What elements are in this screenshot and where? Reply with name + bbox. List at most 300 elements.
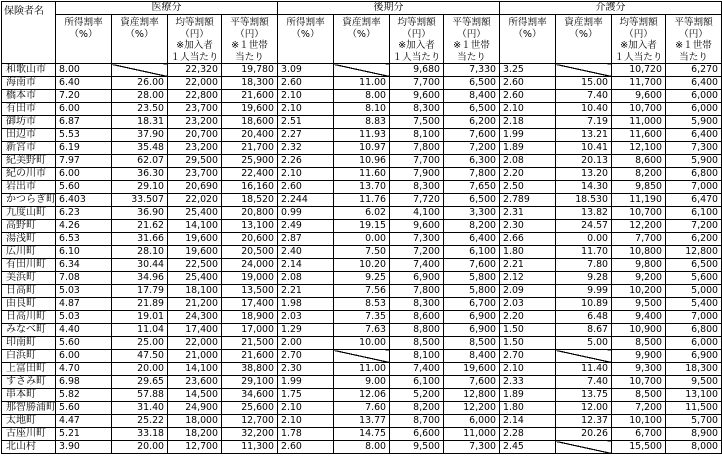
late-elderly-per-capita-cell: 8,100 [390,129,444,142]
care-per-household-cell: 12,800 [666,246,722,259]
care-per-capita-cell: 8,600 [612,155,666,168]
late-elderly-asset-rate-cell: 11.00 [334,77,390,90]
late-elderly-income-rate-cell: 2.60 [278,441,334,454]
care-income-rate-cell: 2.33 [500,376,556,389]
late-elderly-per-household-cell: 7,650 [444,181,500,194]
insurer-name-cell: 御坊市 [2,116,56,129]
care-per-capita-header: 均等割額 （円） ※加入者 １人当たり [612,15,666,64]
care-income-rate-cell: 2.20 [500,168,556,181]
medical-per-household-cell: 21,600 [222,90,278,103]
table-row [2,181,722,194]
late-elderly-per-capita-cell: 7,800 [390,285,444,298]
care-income-rate-cell: 2.18 [500,116,556,129]
late-elderly-asset-rate-cell: 7.35 [334,311,390,324]
medical-income-rate-cell: 6.53 [56,233,112,246]
late-elderly-per-household-cell: 6,400 [444,233,500,246]
care-per-household-cell: 6,000 [666,90,722,103]
late-elderly-asset-rate-header: 資産割率 （%） [334,15,390,64]
late-elderly-asset-rate-cell: 10.97 [334,142,390,155]
care-per-household-cell: 6,900 [666,350,722,363]
care-per-household-header: 平等割額 （円） ※１世帯 当たり [666,15,722,64]
care-per-capita-cell: 9,200 [612,272,666,285]
medical-per-capita-cell: 23,200 [168,116,222,129]
late-elderly-per-capita-cell: 7,900 [390,168,444,181]
table-row [2,77,722,90]
insurer-name-cell: 橋本市 [2,90,56,103]
medical-income-rate-cell: 6.00 [56,350,112,363]
care-income-rate-cell: 2.60 [500,90,556,103]
care-per-household-cell: 7,300 [666,142,722,155]
care-per-capita-cell: 11,190 [612,194,666,207]
insurer-name-cell: 上富田町 [2,363,56,376]
insurer-name-cell: 白浜町 [2,350,56,363]
medical-per-capita-cell: 25,400 [168,272,222,285]
late-elderly-per-capita-cell: 7,500 [390,116,444,129]
care-income-rate-cell: 2.28 [500,428,556,441]
insurer-name-cell: 太地町 [2,415,56,428]
table-row [2,415,722,428]
care-income-rate-cell: 1.80 [500,246,556,259]
care-asset-rate-cell: 15.00 [556,77,612,90]
insurer-name-header: 保険者名 [2,2,56,64]
late-elderly-per-household-cell: 5,800 [444,285,500,298]
late-elderly-income-rate-cell: 2.10 [278,415,334,428]
late-elderly-per-capita-cell: 7,200 [390,246,444,259]
medical-per-household-cell: 13,100 [222,220,278,233]
care-income-rate-cell: 2.14 [500,415,556,428]
medical-asset-rate-header: 資産割率 （%） [112,15,168,64]
medical-income-rate-cell: 4.70 [56,363,112,376]
care-per-household-cell: 6,800 [666,168,722,181]
medical-asset-rate-cell: 62.07 [112,155,168,168]
medical-asset-rate-cell: 26.00 [112,77,168,90]
late-elderly-per-household-cell: 6,900 [444,324,500,337]
medical-income-rate-cell: 6.87 [56,116,112,129]
medical-per-capita-cell: 19,600 [168,246,222,259]
table-row [2,142,722,155]
late-elderly-income-rate-cell: 2.40 [278,246,334,259]
late-elderly-per-capita-cell: 9,600 [390,220,444,233]
care-asset-rate-cell: 11.40 [556,363,612,376]
medical-per-household-cell: 19,780 [222,64,278,77]
late-elderly-per-capita-cell: 8,300 [390,103,444,116]
late-elderly-per-capita-cell: 7,400 [390,363,444,376]
medical-per-household-cell: 25,900 [222,155,278,168]
insurer-name-cell: 岩出市 [2,181,56,194]
medical-asset-rate-cell: 29.65 [112,376,168,389]
medical-asset-rate-cell: 18.31 [112,116,168,129]
care-per-capita-cell: 15,500 [612,441,666,454]
care-per-capita-cell: 8,500 [612,337,666,350]
medical-per-household-cell: 38,800 [222,363,278,376]
care-per-capita-cell: 6,700 [612,428,666,441]
care-income-rate-cell: 2.66 [500,233,556,246]
insurer-name-cell: 広川町 [2,246,56,259]
care-per-household-cell: 6,000 [666,337,722,350]
medical-income-rate-cell: 6.40 [56,77,112,90]
care-per-household-cell: 6,100 [666,207,722,220]
care-income-rate-cell: 3.25 [500,64,556,77]
medical-per-capita-cell: 21,200 [168,298,222,311]
care-per-household-cell: 5,000 [666,285,722,298]
table-row [2,350,722,363]
care-income-rate-cell: 2.03 [500,298,556,311]
medical-per-household-cell: 34,600 [222,389,278,402]
medical-asset-rate-cell: 17.79 [112,285,168,298]
care-asset-rate-cell: 18.530 [556,194,612,207]
medical-income-rate-cell: 4.87 [56,298,112,311]
late-elderly-per-household-cell: 6,900 [444,311,500,324]
table-row [2,428,722,441]
table-body [2,64,722,454]
medical-per-capita-cell: 14,500 [168,389,222,402]
medical-income-rate-cell: 5.53 [56,129,112,142]
medical-per-household-cell: 21,700 [222,142,278,155]
late-elderly-per-capita-cell: 5,200 [390,389,444,402]
care-group-header: 介護分 [500,2,722,15]
care-income-rate-cell: 2.20 [500,311,556,324]
late-elderly-per-household-cell: 12,800 [444,389,500,402]
care-per-capita-cell: 10,800 [612,246,666,259]
care-per-capita-cell: 9,300 [612,363,666,376]
late-elderly-per-capita-cell: 6,100 [390,376,444,389]
medical-income-rate-cell: 7.20 [56,90,112,103]
late-elderly-per-capita-header: 均等割額 （円） ※加入者 １人当たり [390,15,444,64]
medical-asset-rate-cell: 21.89 [112,298,168,311]
care-asset-rate-cell: 7.19 [556,116,612,129]
care-income-rate-cell: 2.60 [500,77,556,90]
care-income-rate-cell: 1.80 [500,402,556,415]
care-per-household-cell: 7,200 [666,220,722,233]
late-elderly-per-capita-cell: 8,100 [390,350,444,363]
table-header [2,2,722,64]
late-elderly-per-household-cell: 8,500 [444,337,500,350]
care-per-capita-cell: 8,200 [612,168,666,181]
care-per-capita-cell: 9,800 [612,259,666,272]
late-elderly-asset-rate-cell: 8.53 [334,298,390,311]
medical-per-household-cell: 22,400 [222,168,278,181]
care-asset-rate-cell: 14.30 [556,181,612,194]
late-elderly-per-household-cell: 7,200 [444,142,500,155]
medical-asset-rate-cell: 31.40 [112,402,168,415]
care-per-capita-cell: 10,720 [612,64,666,77]
late-elderly-asset-rate-cell: 10.00 [334,337,390,350]
late-elderly-per-household-cell: 5,800 [444,272,500,285]
late-elderly-asset-rate-cell: 10.20 [334,259,390,272]
late-elderly-income-rate-cell: 2.08 [278,272,334,285]
late-elderly-per-household-cell: 8,400 [444,90,500,103]
care-per-capita-cell: 10,200 [612,285,666,298]
table-row [2,116,722,129]
medical-per-capita-cell: 23,600 [168,376,222,389]
late-elderly-per-capita-cell: 8,700 [390,415,444,428]
medical-per-household-cell: 29,100 [222,376,278,389]
care-asset-rate-cell: 10.40 [556,103,612,116]
table-row [2,363,722,376]
care-per-household-cell: 7,000 [666,181,722,194]
late-elderly-asset-rate-cell: 8.00 [334,90,390,103]
medical-per-capita-cell: 18,100 [168,285,222,298]
late-elderly-income-rate-cell: 2.60 [278,181,334,194]
late-elderly-per-capita-cell: 7,300 [390,233,444,246]
care-per-capita-cell: 7,200 [612,402,666,415]
care-income-rate-cell: 2.789 [500,194,556,207]
care-asset-rate-cell: 13.20 [556,168,612,181]
table-row [2,402,722,415]
medical-per-household-cell: 20,800 [222,207,278,220]
late-elderly-per-household-cell: 6,500 [444,103,500,116]
medical-income-rate-cell: 6.10 [56,246,112,259]
care-per-household-cell: 7,000 [666,311,722,324]
care-asset-rate-cell: 7.40 [556,90,612,103]
medical-income-rate-cell: 5.60 [56,181,112,194]
table-row [2,298,722,311]
late-elderly-per-household-header: 平等割額 （円） ※１世帯 当たり [444,15,500,64]
care-per-household-cell: 8,900 [666,428,722,441]
medical-income-rate-cell: 6.403 [56,194,112,207]
care-asset-rate-cell: 8.67 [556,324,612,337]
table-row [2,324,722,337]
care-income-rate-cell: 2.21 [500,259,556,272]
medical-per-household-cell: 11,300 [222,441,278,454]
medical-income-rate-cell: 4.26 [56,220,112,233]
insurer-name-cell: かつらぎ町 [2,194,56,207]
care-income-rate-cell: 2.12 [500,272,556,285]
medical-empty-cell [112,64,168,77]
medical-per-household-cell: 19,000 [222,272,278,285]
late-elderly-income-rate-cell: 2.10 [278,103,334,116]
care-per-household-cell: 11,500 [666,402,722,415]
care-asset-rate-cell: 11.70 [556,246,612,259]
late-elderly-group-header: 後期分 [278,2,500,15]
late-elderly-income-rate-cell: 2.27 [278,129,334,142]
care-income-rate-cell: 2.08 [500,155,556,168]
medical-asset-rate-cell: 36.30 [112,168,168,181]
insurer-name-cell: 那智勝浦町 [2,402,56,415]
medical-asset-rate-cell: 25.22 [112,415,168,428]
insurer-name-cell: 紀の川市 [2,168,56,181]
late-elderly-asset-rate-cell: 7.56 [334,285,390,298]
insurer-name-cell: 紀美野町 [2,155,56,168]
care-per-household-cell: 5,700 [666,415,722,428]
care-income-rate-cell: 1.89 [500,389,556,402]
medical-asset-rate-cell: 30.44 [112,259,168,272]
late-elderly-per-capita-cell: 7,700 [390,155,444,168]
medical-per-household-cell: 20,400 [222,129,278,142]
late-elderly-per-capita-cell: 7,700 [390,77,444,90]
late-elderly-asset-rate-cell: 13.70 [334,181,390,194]
medical-per-household-header: 平等割額 （円） ※１世帯 当たり [222,15,278,64]
care-per-capita-cell: 7,700 [612,233,666,246]
late-elderly-per-household-cell: 6,100 [444,246,500,259]
care-income-rate-cell: 2.70 [500,350,556,363]
table-row [2,311,722,324]
care-per-household-cell: 6,200 [666,233,722,246]
late-elderly-per-capita-cell: 6,900 [390,272,444,285]
late-elderly-income-rate-cell: 2.10 [278,90,334,103]
table-row [2,103,722,116]
late-elderly-income-rate-cell: 2.10 [278,168,334,181]
medical-asset-rate-cell: 20.00 [112,363,168,376]
late-elderly-per-household-cell: 6,700 [444,298,500,311]
medical-asset-rate-cell: 28.00 [112,90,168,103]
late-elderly-per-household-cell: 6,500 [444,77,500,90]
late-elderly-per-household-cell: 7,600 [444,259,500,272]
table-row [2,285,722,298]
care-per-capita-cell: 9,900 [612,350,666,363]
late-elderly-per-capita-cell: 8,200 [390,402,444,415]
late-elderly-income-rate-cell: 3.09 [278,64,334,77]
insurer-name-cell: 九度山町 [2,207,56,220]
care-per-household-cell: 9,500 [666,376,722,389]
medical-income-rate-cell: 5.03 [56,311,112,324]
medical-per-capita-cell: 20,700 [168,129,222,142]
care-per-household-cell: 6,470 [666,194,722,207]
care-asset-rate-cell: 0.00 [556,233,612,246]
medical-per-capita-cell: 20,690 [168,181,222,194]
medical-asset-rate-cell: 20.00 [112,441,168,454]
insurer-name-cell: 日高町 [2,285,56,298]
late-elderly-empty-cell [334,350,390,363]
table-row [2,389,722,402]
medical-per-capita-cell: 25,400 [168,207,222,220]
care-per-capita-cell: 9,500 [612,298,666,311]
care-empty-cell [556,441,612,454]
late-elderly-income-rate-cell: 0.99 [278,207,334,220]
medical-asset-rate-cell: 11.04 [112,324,168,337]
medical-asset-rate-cell: 29.10 [112,181,168,194]
medical-income-rate-cell: 7.08 [56,272,112,285]
medical-per-household-cell: 24,000 [222,259,278,272]
care-asset-rate-cell: 13.82 [556,207,612,220]
late-elderly-per-household-cell: 8,200 [444,220,500,233]
late-elderly-asset-rate-cell: 7.50 [334,246,390,259]
medical-asset-rate-cell: 21.62 [112,220,168,233]
medical-income-rate-cell: 5.60 [56,402,112,415]
care-per-capita-cell: 10,700 [612,207,666,220]
late-elderly-per-household-cell: 19,600 [444,363,500,376]
care-asset-rate-cell: 7.40 [556,376,612,389]
care-income-rate-cell: 1.50 [500,324,556,337]
medical-income-rate-cell: 5.03 [56,285,112,298]
medical-asset-rate-cell: 34.96 [112,272,168,285]
late-elderly-per-household-cell: 7,800 [444,168,500,181]
late-elderly-empty-cell [334,64,390,77]
medical-per-household-cell: 20,600 [222,233,278,246]
late-elderly-per-capita-cell: 6,600 [390,428,444,441]
care-income-rate-cell: 2.50 [500,181,556,194]
care-asset-rate-cell: 13.21 [556,129,612,142]
medical-asset-rate-cell: 33.507 [112,194,168,207]
late-elderly-per-household-cell: 3,300 [444,207,500,220]
insurer-name-cell: 有田市 [2,103,56,116]
table-row [2,155,722,168]
late-elderly-asset-rate-cell: 9.00 [334,376,390,389]
medical-per-capita-cell: 14,100 [168,363,222,376]
medical-income-rate-cell: 6.19 [56,142,112,155]
late-elderly-asset-rate-cell: 12.06 [334,389,390,402]
late-elderly-income-rate-cell: 2.03 [278,311,334,324]
late-elderly-asset-rate-cell: 7.60 [334,402,390,415]
insurer-name-cell: 田辺市 [2,129,56,142]
care-income-rate-cell: 1.99 [500,129,556,142]
late-elderly-asset-rate-cell: 8.10 [334,103,390,116]
care-per-household-cell: 5,400 [666,298,722,311]
medical-per-household-cell: 17,400 [222,298,278,311]
care-asset-rate-cell: 5.00 [556,337,612,350]
late-elderly-asset-rate-cell: 11.60 [334,168,390,181]
care-income-rate-cell: 1.89 [500,142,556,155]
care-empty-cell [556,64,612,77]
late-elderly-per-capita-cell: 9,600 [390,90,444,103]
table-row [2,376,722,389]
care-income-rate-cell: 2.10 [500,363,556,376]
late-elderly-per-capita-cell: 8,300 [390,298,444,311]
late-elderly-asset-rate-cell: 14.75 [334,428,390,441]
medical-income-rate-cell: 6.98 [56,376,112,389]
late-elderly-income-rate-header: 所得割率 （%） [278,15,334,64]
care-asset-rate-cell: 13.75 [556,389,612,402]
late-elderly-per-household-cell: 7,600 [444,376,500,389]
late-elderly-asset-rate-cell: 11.93 [334,129,390,142]
medical-asset-rate-cell: 36.90 [112,207,168,220]
table-row [2,246,722,259]
late-elderly-per-household-cell: 8,400 [444,350,500,363]
insurer-name-cell: みなべ町 [2,324,56,337]
late-elderly-per-household-cell: 7,300 [444,441,500,454]
insurer-name-cell: 新宮市 [2,142,56,155]
medical-per-capita-cell: 22,020 [168,194,222,207]
table-row [2,129,722,142]
care-per-household-cell: 6,400 [666,77,722,90]
sub-header-row [2,15,722,64]
care-per-capita-cell: 10,700 [612,376,666,389]
care-income-rate-cell: 2.31 [500,207,556,220]
insurer-name-cell: 美浜町 [2,272,56,285]
tax-rate-table [1,1,722,454]
late-elderly-income-rate-cell: 2.14 [278,259,334,272]
medical-per-household-cell: 18,900 [222,311,278,324]
medical-asset-rate-cell: 19.01 [112,311,168,324]
insurer-name-cell: 由良町 [2,298,56,311]
late-elderly-asset-rate-cell: 0.00 [334,233,390,246]
late-elderly-asset-rate-cell: 7.63 [334,324,390,337]
late-elderly-income-rate-cell: 1.29 [278,324,334,337]
late-elderly-income-rate-cell: 2.00 [278,337,334,350]
late-elderly-income-rate-cell: 1.78 [278,428,334,441]
late-elderly-asset-rate-cell: 13.77 [334,415,390,428]
late-elderly-asset-rate-cell: 9.25 [334,272,390,285]
medical-income-rate-cell: 5.60 [56,337,112,350]
late-elderly-per-capita-cell: 9,500 [390,441,444,454]
table-row [2,207,722,220]
medical-per-household-cell: 21,600 [222,350,278,363]
late-elderly-per-capita-cell: 8,300 [390,181,444,194]
medical-income-rate-cell: 6.34 [56,259,112,272]
insurer-name-cell: 北山村 [2,441,56,454]
insurer-name-cell: 海南市 [2,77,56,90]
medical-income-rate-cell: 4.40 [56,324,112,337]
medical-income-rate-cell: 3.90 [56,441,112,454]
late-elderly-income-rate-cell: 1.98 [278,298,334,311]
late-elderly-income-rate-cell: 2.26 [278,155,334,168]
care-per-capita-cell: 9,850 [612,181,666,194]
late-elderly-per-capita-cell: 9,680 [390,64,444,77]
late-elderly-per-household-cell: 12,200 [444,402,500,415]
care-per-household-cell: 6,400 [666,129,722,142]
medical-per-household-cell: 32,200 [222,428,278,441]
late-elderly-asset-rate-cell: 8.00 [334,441,390,454]
